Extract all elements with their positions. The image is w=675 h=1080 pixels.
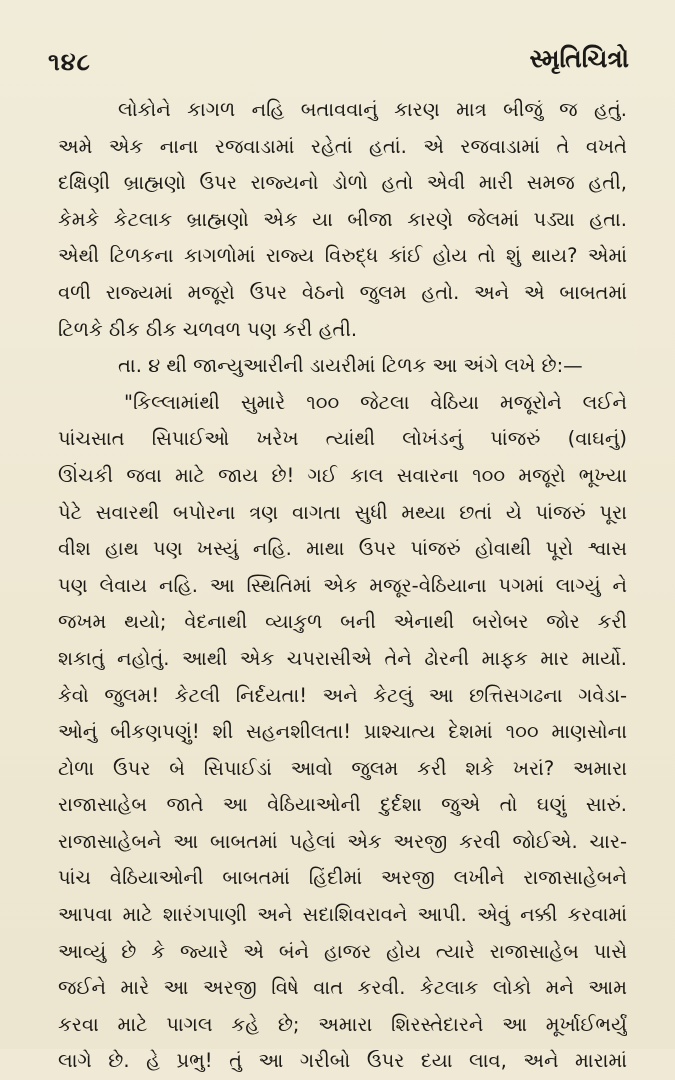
running-title: સ્મૃતિચિત્રો <box>529 44 629 73</box>
text-line: રાજાસાહેબ જાતે આ વેઠિયાઓની દુર્દશા જુએ તો ઘણું સારું. <box>58 793 627 817</box>
diary-quote <box>58 385 627 1080</box>
paragraph-2 <box>58 348 627 385</box>
text-line: ટોળા ઉપર બે સિપાઈડાં આવો જુલમ કરી શકે ખરાં? અમારા <box>58 756 627 780</box>
text-line: આવ્યું છે કે જ્યારે એ બંને હાજર હોય ત્યારે રાજાસાહેબ પાસે <box>58 939 627 963</box>
text-line: વળી રાજ્યમાં મજૂરો ઉપર વેઠનો જુલમ હતો. અને એ બાબતમાં <box>58 280 627 304</box>
page-number: ૧૪૮ <box>48 48 91 76</box>
text-line: તા. ૪ થી જાન્યુઆરીની ડાયરીમાં ટિળક આ અંગે લખે છે:— <box>118 354 583 378</box>
text-line: અમે એક નાના રજવાડામાં રહેતાં હતાં. એ રજવાડામાં તે વખતે <box>58 134 627 158</box>
text-line: કેવો જુલમ! કેટલી નિર્દયતા! અને કેટલું આ છત્તિસગઢના ગવેડા- <box>58 683 627 707</box>
text-line: દક્ષિણી બ્રાહ્મણો ઉપર રાજ્યનો ડોળો હતો એવી મારી સમજ હતી, <box>58 171 627 195</box>
page-header <box>48 44 629 84</box>
text-line: ઊંચકી જવા માટે જાય છે! ગઈ કાલ સવારના ૧૦૦ મજૂરો ભૂખ્યા <box>58 463 627 487</box>
text-line: લોકોને કાગળ નહિ બતાવવાનું કારણ માત્ર બીજું જ હતું. <box>118 98 627 121</box>
text-line: જઈને મારે આ અરજી વિષે વાત કરવી. કેટલાક લોકો મને આમ <box>58 976 627 1000</box>
text-line: એથી ટિળકના કાગળોમાં રાજ્ય વિરુદ્ધ કાંઈ હોય તો શું થાય? એમાં <box>58 244 627 268</box>
text-line: વીશ હાથ પણ ખસ્યું નહિ. માથા ઉપર પાંજરું હોવાથી પૂરો શ્વાસ <box>58 537 627 561</box>
text-line: ઓનું બીકણપણું! શી સહનશીલતા! પ્રાશ્ચાત્ય દેશમાં ૧૦૦ માણસોના <box>58 720 627 744</box>
text-line: જખમ થયો; વેદનાથી વ્યાકુળ બની એનાથી બરોબર જોર કરી <box>58 610 627 634</box>
text-line: રાજાસાહેબને આ બાબતમાં પહેલાં એક અરજી કરવી જોઈએ. ચાર- <box>58 829 627 853</box>
text-line: "કિલ્લામાંથી સુમારે ૧૦૦ જેટલા વેઠિયા મજૂરોને લઈને <box>124 390 627 414</box>
text-line: પણ લેવાય નહિ. આ સ્થિતિમાં એક મજૂર-વેઠિયાના પગમાં લાગ્યું ને <box>58 573 627 597</box>
text-line: કેમકે કેટલાક બ્રાહ્મણો એક યા બીજા કારણે જેલમાં પડ્યા હતા. <box>58 207 627 231</box>
text-line: પેટે સવારથી બપોરના ત્રણ વાગતા સુધી મથ્યા છતાં યે પાંજરું પૂરા <box>58 500 627 524</box>
text-line: કરવા માટે પાગલ કહે છે; અમારા શિરસ્તેદારને આ મૂર્ખાઈભર્યું <box>58 1012 627 1036</box>
text-line: ટિળકે ઠીક ઠીક ચળવળ પણ કરી હતી. <box>58 317 358 341</box>
text-line: લાગે છે. હે પ્રભુ! તું આ ગરીબો ઉપર દયા લાવ, અને મારામાં <box>58 1049 627 1073</box>
text-line: શકાતું નહોતું. આથી એક ચપરાસીએ તેને ઢોરની માફક માર માર્યો. <box>58 646 627 670</box>
text-line: પાંચસાત સિપાઈઓ ખરેખ ત્યાંથી લોખંડનું પાંજરું (વાઘનું) <box>58 427 627 451</box>
paragraph-1 <box>58 92 627 348</box>
text-line: પાંચ વેઠિયાઓની બાબતમાં હિંદીમાં અરજી લખીને રાજાસાહેબને <box>58 866 627 890</box>
body-text <box>58 92 627 1080</box>
text-line: આપવા માટે શારંગપાણી અને સદાશિવરાવને આપી. એવું નક્કી કરવામાં <box>58 903 627 927</box>
